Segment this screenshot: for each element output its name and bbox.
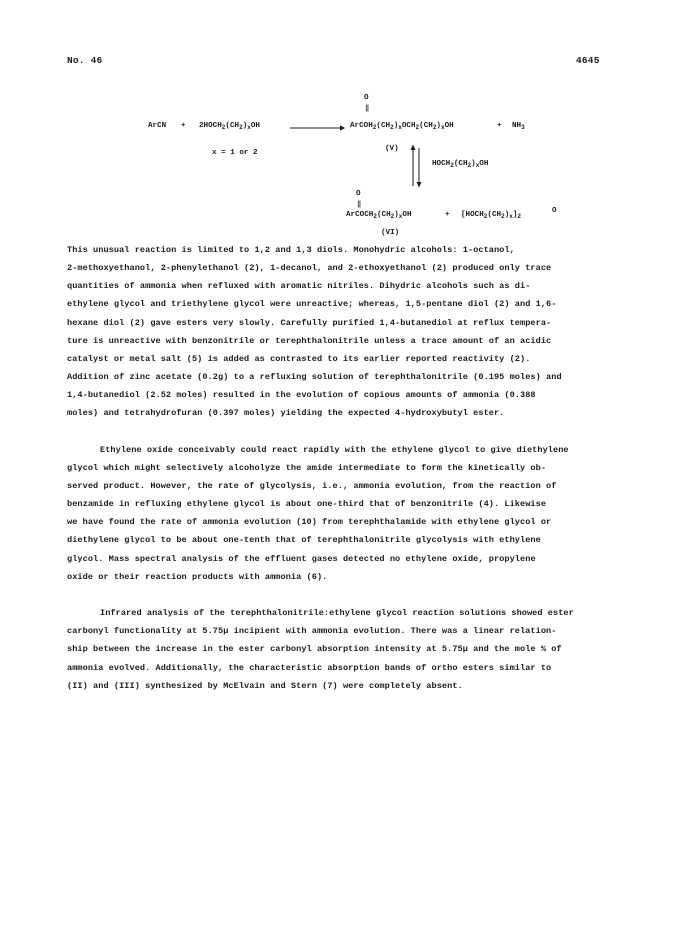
plus-sign: + bbox=[445, 211, 450, 219]
text-line: ship between the increase in the ester carbonyl absorption intensity at 5.75µ and the mole % of bbox=[67, 644, 562, 655]
text-line: we have found the rate of ammonia evolution (10) from terephthalamide with ethylene glycol or bbox=[67, 517, 552, 528]
text-line: carbonyl functionality at 5.75µ incipient with ammonia evolution. There was a linear relation- bbox=[67, 626, 557, 637]
text-line: moles) and tetrahydrofuran (0.397 moles) yielding the expected 4-hydroxybutyl ester. bbox=[67, 408, 505, 419]
reactant-diol: $2HOCH_2(CH_2)_xOH$ bbox=[199, 122, 260, 131]
text-line: quantities of ammonia when refluxed with aromatic nitriles. Dihydric alcohols such as di- bbox=[67, 281, 531, 292]
text-line: catalyst or metal salt (5) is added as contrasted to its earlier reported reactivity (2). bbox=[67, 353, 531, 364]
body-text bbox=[67, 241, 615, 713]
label-v: (V) bbox=[385, 145, 399, 153]
reactant-arcn: ArCN bbox=[148, 122, 167, 130]
text-line: ture is unreactive with benzonitrile or terephthalonitrile unless a trace amount of an acidic bbox=[67, 335, 552, 346]
text-line: diethylene glycol to be about one-tenth that of terephthalonitrile glycolysis with ethylene bbox=[67, 535, 541, 546]
text-line: Addition of zinc acetate (0.2g) to a refluxing solution of terephthalonitrile (0.195 moles) and bbox=[67, 372, 562, 383]
reaction-arrow bbox=[290, 124, 346, 132]
equilibrium-arrows bbox=[409, 144, 423, 188]
product-vi: $ArCOCH_2(CH_2)_xOH$ bbox=[346, 211, 412, 220]
ether-product: $[HOCH_2(CH_2)_x]_2$ bbox=[461, 211, 522, 220]
plus-sign: + bbox=[181, 122, 186, 130]
paragraph bbox=[67, 604, 615, 695]
text-line: Infrared analysis of the terephthalonitrile:ethylene glycol reaction solutions showed ester bbox=[100, 608, 574, 619]
text-line: ammonia evolved. Additionally, the characteristic absorption bands of ortho esters similar to bbox=[67, 662, 552, 673]
journal-issue: No. 46 bbox=[67, 55, 103, 66]
text-line: benzamide in refluxing ethylene glycol is about one-third that of benzonitrile (4). Likewise bbox=[67, 499, 547, 510]
reagent-glycol: $HOCH_2(CH_2)_xOH$ bbox=[432, 160, 489, 169]
text-line: (II) and (III) synthesized by McElvain and Stern (7) were completely absent. bbox=[67, 680, 463, 691]
text-line: 2-methoxyethanol, 2-phenylethanol (2), 1-decanol, and 2-ethoxyethanol (2) produced only trace bbox=[67, 263, 552, 274]
text-line: glycol which might selectively alcoholyze the amide intermediate to form the kinetically ob- bbox=[67, 462, 547, 473]
text-line: 1,4-butanediol (2.52 moles) resulted in the evolution of copious amounts of ammonia (0.388 bbox=[67, 390, 536, 401]
label-vi: (VI) bbox=[381, 229, 400, 237]
carbonyl-oxygen: O bbox=[364, 94, 369, 102]
text-line: glycol. Mass spectral analysis of the effluent gases detected no ethylene oxide, propylene bbox=[67, 553, 536, 564]
carbonyl-oxygen: O bbox=[356, 190, 361, 198]
text-line: Ethylene oxide conceivably could react rapidly with the ethylene glycol to give diethylene bbox=[100, 444, 569, 455]
text-line: hexane diol (2) gave esters very slowly. Carefully purified 1,4-butanediol at reflux tempera- bbox=[67, 317, 552, 328]
double-bond: ‖ bbox=[365, 105, 370, 113]
page-number: 4645 bbox=[576, 55, 600, 66]
condition-text: x = 1 or 2 bbox=[212, 149, 258, 157]
paragraph bbox=[67, 441, 615, 586]
ammonia: $NH_3$ bbox=[512, 122, 525, 131]
text-line: served product. However, the rate of glycolysis, i.e., ammonia evolution, from the reaction of bbox=[67, 481, 557, 492]
text-line: ethylene glycol and triethylene glycol were unreactive; whereas, 1,5-pentane diol (2) and 1,6- bbox=[67, 299, 557, 310]
text-line: oxide or their reaction products with ammonia (6). bbox=[67, 571, 328, 582]
product-v: $ArCOH_2(CH_2)_xOCH_2(CH_2)_xOH$ bbox=[350, 122, 454, 131]
plus-sign: + bbox=[497, 122, 502, 130]
double-bond: ‖ bbox=[357, 201, 362, 209]
text-line: This unusual reaction is limited to 1,2 and 1,3 diols. Monohydric alcohols: 1-octanol, bbox=[67, 245, 515, 255]
ether-oxygen: O bbox=[552, 207, 557, 215]
paragraph bbox=[67, 241, 615, 423]
